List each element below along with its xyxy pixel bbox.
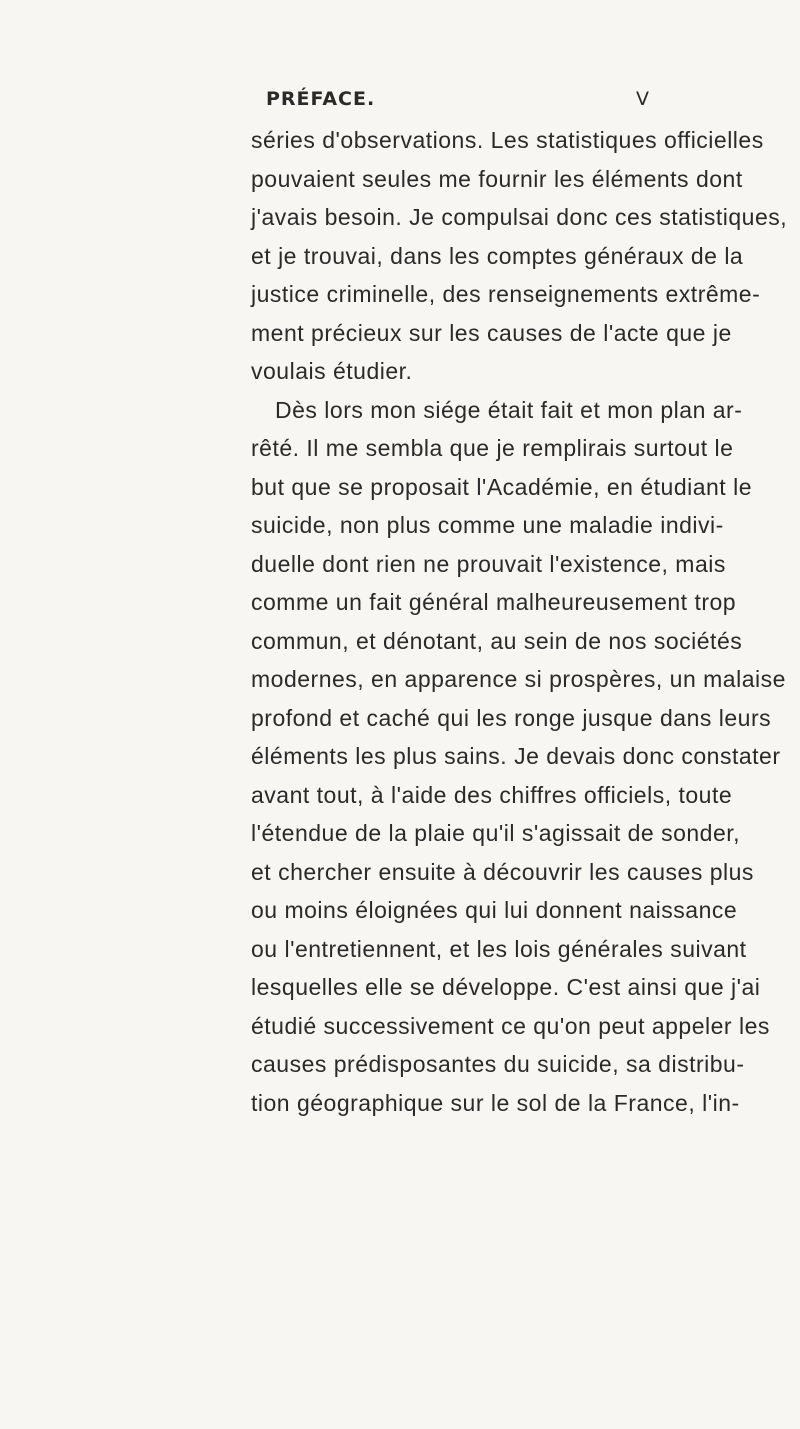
page-number: V: [636, 88, 650, 110]
text-line: rêté. Il me sembla que je remplirais surtout le: [251, 435, 734, 461]
text-line: justice criminelle, des renseignements extrême-: [251, 281, 761, 307]
text-line: profond et caché qui les ronge jusque dans leurs: [251, 704, 772, 731]
text-line: Dès lors mon siége était fait et mon plan ar-: [275, 396, 743, 423]
text-line: étudié successivement ce qu'on peut appeler les: [251, 1012, 770, 1039]
text-line: lesquelles elle se développe. C'est ainsi que j'ai: [251, 974, 761, 1000]
text-line: ou moins éloignées qui lui donnent naissance: [251, 897, 738, 923]
text-line: avant tout, à l'aide des chiffres officiels, toute: [251, 781, 733, 808]
text-line: commun, et dénotant, au sein de nos sociétés: [251, 627, 743, 654]
running-head: [256, 88, 650, 114]
text-line: j'avais besoin. Je compulsai donc ces statistiques,: [251, 204, 788, 230]
text-line: ment précieux sur les causes de l'acte que je: [251, 319, 732, 346]
text-line: ou l'entretiennent, et les lois générales suivant: [251, 935, 747, 962]
body-text: [251, 121, 788, 1122]
text-line: duelle dont rien ne prouvait l'existence, mais: [251, 550, 726, 577]
text-line: but que se proposait l'Académie, en étudiant le: [251, 473, 752, 500]
text-line: tion géographique sur le sol de la France, l'in-: [251, 1089, 740, 1116]
text-line: modernes, en apparence si prospères, un malaise: [251, 666, 786, 692]
text-line: et je trouvai, dans les comptes généraux de la: [251, 242, 744, 269]
text-line: suicide, non plus comme une maladie indivi-: [251, 512, 724, 538]
text-line: pouvaient seules me fournir les éléments dont: [251, 165, 743, 192]
running-title: PRÉFACE.: [266, 88, 376, 110]
text-line: causes prédisposantes du suicide, sa distribu-: [251, 1051, 745, 1077]
text-line: comme un fait général malheureusement trop: [251, 589, 737, 615]
text-line: voulais étudier.: [251, 358, 413, 384]
text-line: éléments les plus sains. Je devais donc constater: [251, 743, 781, 769]
text-line: séries d'observations. Les statistiques officielles: [251, 127, 764, 153]
text-line: et chercher ensuite à découvrir les causes plus: [251, 858, 754, 885]
text-line: l'étendue de la plaie qu'il s'agissait de sonder,: [251, 820, 741, 846]
